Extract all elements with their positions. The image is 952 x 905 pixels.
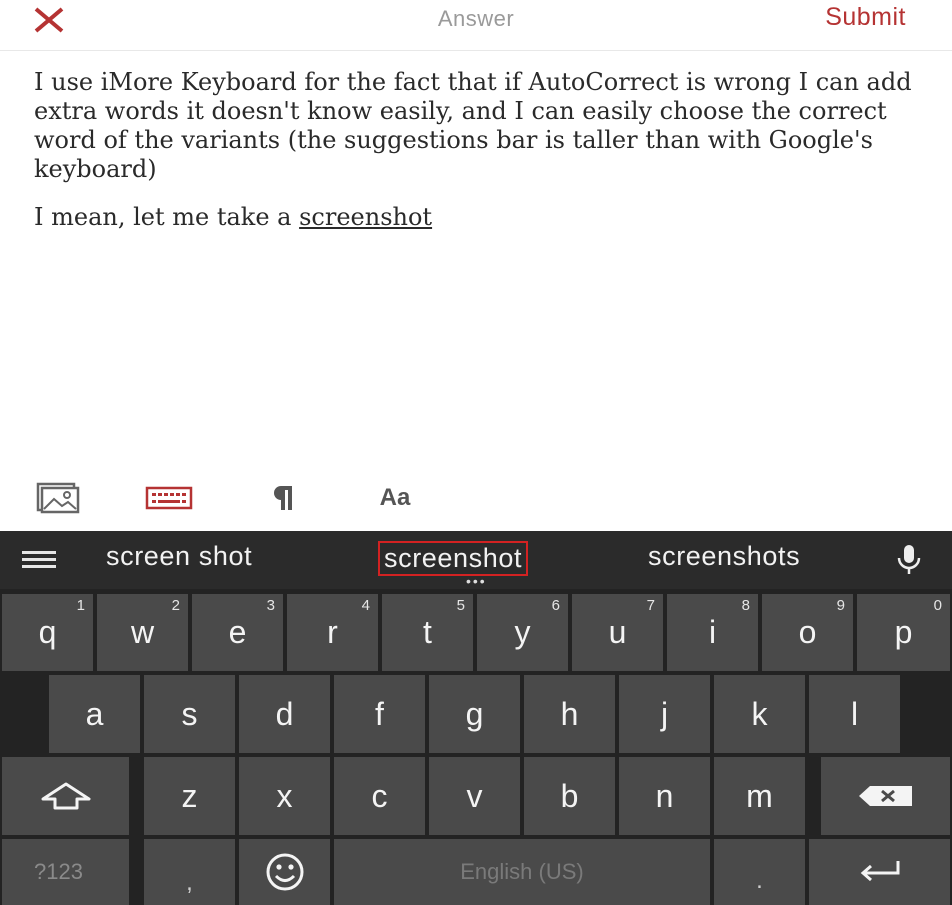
key-hint: 8 — [741, 597, 750, 614]
key-a[interactable]: a — [49, 675, 140, 753]
submit-button[interactable]: Submit — [825, 3, 906, 31]
key-i[interactable] — [667, 594, 758, 671]
key-label: r — [327, 614, 338, 650]
key-hint: 2 — [171, 597, 180, 614]
suggestion-item[interactable]: screen shot — [106, 541, 253, 571]
answer-text: I mean, let me take a — [34, 203, 300, 231]
insert-image-button[interactable] — [32, 478, 82, 518]
suggestion-bar — [0, 531, 952, 589]
image-icon — [34, 482, 80, 514]
key-hint: 3 — [266, 597, 275, 614]
key-q[interactable] — [2, 594, 93, 671]
key-m[interactable]: m — [714, 757, 805, 835]
key-w[interactable] — [97, 594, 188, 671]
key-k[interactable]: k — [714, 675, 805, 753]
key-t[interactable] — [382, 594, 473, 671]
key-hint: 9 — [836, 597, 845, 614]
shift-icon — [39, 781, 93, 811]
key-z[interactable]: z — [144, 757, 235, 835]
key-hint: 7 — [646, 597, 655, 614]
key-y[interactable] — [477, 594, 568, 671]
composing-word: screenshot — [299, 203, 433, 231]
key-p[interactable] — [857, 594, 950, 671]
key-o[interactable] — [762, 594, 853, 671]
more-suggestions-icon[interactable]: ••• — [466, 573, 487, 589]
backspace-key[interactable] — [821, 757, 950, 835]
enter-icon — [856, 858, 904, 886]
key-u[interactable] — [572, 594, 663, 671]
microphone-icon — [896, 543, 922, 577]
key-label: e — [228, 614, 247, 650]
answer-paragraph — [34, 203, 934, 232]
key-n[interactable]: n — [619, 757, 710, 835]
voice-input-button[interactable] — [896, 543, 922, 577]
key-label: w — [130, 614, 155, 650]
key-l[interactable]: l — [809, 675, 900, 753]
soft-keyboard — [0, 531, 952, 905]
emoji-key[interactable] — [239, 839, 330, 905]
page-title: Answer — [437, 6, 515, 31]
key-label: u — [608, 614, 627, 650]
key-g[interactable]: g — [429, 675, 520, 753]
paragraph-icon — [269, 484, 295, 512]
period-key[interactable]: . — [714, 839, 805, 905]
key-hint: 0 — [933, 597, 942, 614]
comma-key[interactable]: , — [144, 839, 235, 905]
key-hint: 4 — [361, 597, 370, 614]
keyboard-toggle-button[interactable] — [142, 478, 196, 518]
key-j[interactable]: j — [619, 675, 710, 753]
answer-text-area[interactable] — [34, 68, 934, 251]
key-hint: 1 — [76, 597, 85, 614]
key-label: t — [423, 614, 432, 650]
key-hint: 6 — [551, 597, 560, 614]
key-b[interactable]: b — [524, 757, 615, 835]
font-style-button[interactable]: Aa — [379, 484, 411, 511]
backspace-icon — [856, 784, 916, 808]
key-x[interactable]: x — [239, 757, 330, 835]
keyboard-icon — [144, 485, 194, 511]
symbols-key[interactable]: ?123 — [2, 839, 129, 905]
suggestion-item[interactable]: screenshots — [648, 541, 801, 571]
enter-key[interactable] — [809, 839, 950, 905]
suggestion-item-selected[interactable]: screenshot — [378, 541, 528, 576]
menu-icon — [22, 549, 58, 571]
shift-key[interactable] — [2, 757, 129, 835]
key-h[interactable]: h — [524, 675, 615, 753]
key-d[interactable]: d — [239, 675, 330, 753]
key-hint: 5 — [456, 597, 465, 614]
key-v[interactable]: v — [429, 757, 520, 835]
key-label: p — [894, 614, 913, 650]
key-f[interactable]: f — [334, 675, 425, 753]
app-header — [0, 0, 952, 51]
paragraph-button[interactable] — [262, 478, 302, 518]
key-label: i — [708, 614, 717, 650]
key-label: y — [514, 614, 531, 650]
key-c[interactable]: c — [334, 757, 425, 835]
key-r[interactable] — [287, 594, 378, 671]
space-key[interactable]: English (US) — [334, 839, 710, 905]
key-e[interactable] — [192, 594, 283, 671]
key-label: o — [798, 614, 817, 650]
answer-paragraph: I use iMore Keyboard for the fact that if AutoCorrect is wrong I can add extra words it doesn't know easily, and I can easily choose the correct word of the variants (the suggestions bar is taller than with Google's keyboard) — [34, 68, 912, 183]
key-s[interactable]: s — [144, 675, 235, 753]
formatting-toolbar — [0, 478, 952, 520]
key-label: q — [38, 614, 57, 650]
smiley-icon — [257, 851, 313, 893]
keyboard-menu-button[interactable] — [22, 549, 58, 571]
